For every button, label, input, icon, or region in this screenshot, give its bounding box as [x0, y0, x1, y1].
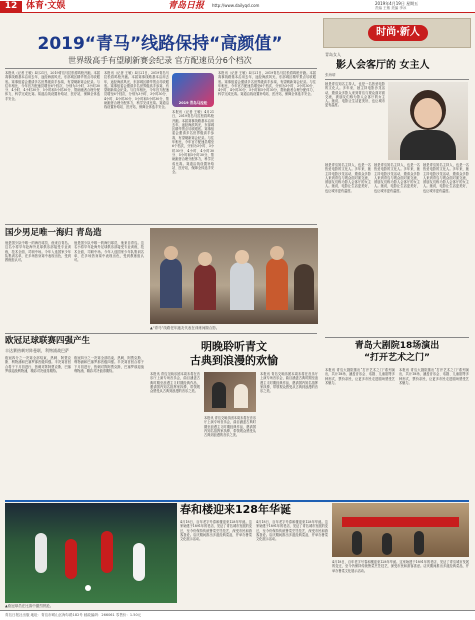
bottom-text: 4月18日，百年老字号春和楼迎来128年华诞。这家始建于1891年的老店，见证了青岛城市发展的变迁，至今仍保持传统鲁菜烹饪技艺，深受市民和游客喜爱。店庆期间推出多道经典菜品，并举办鲁菜文化展示活动。 [256, 520, 328, 542]
marathon-logo [172, 73, 214, 107]
footer-text: 青岛日报社出版 地址：青岛市崂山区海尔路182号 邮政编码：266061 零售价：1.50元 [5, 613, 142, 617]
divider [5, 68, 317, 69]
story2-headline-2: 古典到浪漫的欢愉 [190, 354, 278, 367]
main-story-text: 本报讯（记者 王敏）4月21日，2019青岛马拉松将鸣枪开跑。本届赛事线路基本沿用去年，途经海滨风光，东部城区精华景点尽收眼底。赛事组委会邀请多名世界级高手参赛，有望刷新赛会纪录。与往年相比，今年官方配速员增至6个档次，分别为3小时、3小时30分、4小时、4小时30分、5小时和5小时30分，帮助跑者合理分配体力，科学完成比赛。赛道沿线设置补给站、医疗站，保障全体选手安全。 [104, 71, 169, 110]
divider [5, 333, 317, 334]
bottom-headline: 春和楼迎来128年华诞 [180, 503, 291, 516]
group-photo [150, 228, 318, 324]
paper-url[interactable]: http://www.dailyqd.com [212, 3, 260, 8]
right-banner [323, 18, 471, 48]
story2-text: 本报讯 青岛交响乐团本周末将在音乐厅上演专场音乐会，曲目涵盖古典时期至浪漫主义时期经典作品，邀请国内知名指挥家执棒，带领观众感受从古典到浪漫的音乐之美。 [150, 372, 200, 394]
right-story-text: 她是青岛知名主持人，也是一名热爱电影的文化人。多年来，她主持电影沙龙活动，邀请众多影人来到青岛与观众面对面交流，被朋友们称为影人会客厅的女主人。她说，电影让生活更美好，也让城市更有温度。 [423, 163, 469, 193]
restaurant-photo [332, 503, 469, 557]
bottom-caption: ▲欧冠球员在比赛中激烈拼抢。 [5, 604, 54, 608]
main-story-text: 本报讯（记者 王敏）4月21日，2019青岛马拉松将鸣枪开跑。本届赛事线路基本沿用去年，途经海滨风光，东部城区精华景点尽收眼底。赛事组委会邀请多名世界级高手参赛，有望刷新赛会纪录。与往年相比，今年官方配速员增至6个档次，分别为3小时、3小时30分、4小时、4小时30分、5小时和5小时30分，帮助跑者合理分配体力，科学完成比赛。赛道沿线设置补给站、医疗站，保障全体选手安全。 [218, 71, 316, 97]
column1-headline: 国少男足唯一海归 青岛造 [5, 228, 102, 238]
main-subheadline: 世界级高手有望刷新赛会纪录 官方配速员分6个档次 [68, 56, 252, 65]
footer [0, 610, 475, 620]
section-title: 体育·文娱 [26, 1, 66, 11]
story3-text: 本报讯 青岛大剧院推出“打开艺术之门”系列演出，共计18场，涵盖音乐会、话剧、儿童剧等多种形式，票价亲民，让更多市民走进剧场感受艺术魅力。 [399, 368, 469, 385]
story3-headline: 青岛大剧院18场演出 [354, 341, 440, 351]
column1-text: 他是国少队中唯一的海归球员，他来自青岛。这名小将早年赴海外足球俱乐部接受专业训练，技术全面，司职中场。今年入选国家少年队集训名单，在多场热身赛中表现出色，受到教练组认可。 [74, 241, 144, 263]
column1-text: 他是国少队中唯一的海归球员，他来自青岛。这名小将早年赴海外足球俱乐部接受专业训练，技术全面，司职中场。今年入选国家少年队集训名单，在多场热身赛中表现出色，受到教练组认可。 [5, 241, 71, 263]
divider [325, 337, 469, 338]
bottom-rule [5, 500, 469, 502]
right-byline: 张海晴 [325, 73, 336, 77]
portrait-photo [388, 82, 468, 160]
story2-text: 本报讯 青岛交响乐团本周末将在音乐厅上演专场音乐会，曲目涵盖古典时期至浪漫主义时期经典作品，邀请国内知名指挥家执棒，带领观众感受从古典到浪漫的音乐之美。 [204, 416, 256, 438]
photo-caption: ▲“青马”线路老年跑友代表在训练间隙合影。 [150, 326, 220, 330]
main-headline: 2019“青马”线路保持“高颜值” [37, 34, 283, 54]
right-story-text: 她是青岛知名主持人，也是一名热爱电影的文化人。多年来，她主持电影沙龙活动，邀请众多影人来到青岛与观众面对面交流，被朋友们称为影人会客厅的女主人。她说，电影让生活更美好，也让城市更有温度。 [374, 163, 420, 193]
concert-photo [204, 372, 256, 412]
story2-headline: 明晚聆听青文 [201, 340, 267, 353]
page-number: 12 [0, 1, 22, 12]
banner-title: 时尚·新人 [368, 25, 428, 41]
column2-headline: 欧冠足球联赛四强产生 [5, 336, 91, 346]
right-story-text: 她是青岛知名主持人，也是一名热爱电影的文化人。多年来，她主持电影沙龙活动，邀请众多影人来到青岛与观众面对面交流，被朋友们称为影人会客厅的女主人。她说，电影让生活更美好，也让城市更有温度。 [325, 163, 371, 193]
story3-headline-2: “打开艺术之门” [364, 353, 430, 363]
issue-date: 2019年4月19日 星期五 [375, 1, 419, 6]
right-headline: 影人会客厅的 女主人 [336, 60, 430, 71]
divider [5, 224, 317, 225]
marathon-logo-text: 2019 青岛马拉松 [178, 101, 208, 105]
paper-logo: 青岛日报 [168, 1, 205, 11]
editor-line: 责编 王敏 美编 李冰 [375, 6, 407, 10]
divider [325, 79, 469, 80]
column2-subheadline: 丰达赛热刺对阵曼联，利物浦战巴萨 [5, 348, 69, 353]
masthead [0, 0, 475, 13]
main-story-text: 本报讯（记者 王敏）4月21日，2019青岛马拉松将鸣枪开跑。本届赛事线路基本沿用去年，途经海滨风光，东部城区精华景点尽收眼底。赛事组委会邀请多名世界级高手参赛，有望刷新赛会纪录。与往年相比，今年官方配速员增至6个档次，分别为3小时、3小时30分、4小时、4小时30分、5小时和5小时30分，帮助跑者合理分配体力，科学完成比赛。赛道沿线设置补给站、医疗站，保障全体选手安全。 [172, 110, 214, 175]
column2-text: 欧冠四分之一决赛全部结束，热刺、阿贾克斯、利物浦和巴塞罗那晋级四强。半决赛首回合将于下月初进行，热刺对阵阿贾克斯，巴塞罗那迎战利物浦，精彩对决值得期待。 [5, 356, 71, 373]
main-story-text: 本报讯（记者 王敏）4月21日，2019青岛马拉松将鸣枪开跑。本届赛事线路基本沿用去年，途经海滨风光，东部城区精华景点尽收眼底。赛事组委会邀请多名世界级高手参赛，有望刷新赛会纪录。与往年相比，今年官方配速员增至6个档次，分别为3小时、3小时30分、4小时、4小时30分、5小时和5小时30分，帮助跑者合理分配体力，科学完成比赛。赛道沿线设置补给站、医疗站，保障全体选手安全。 [5, 71, 100, 101]
bottom-text: 4月18日，百年老字号春和楼迎来128年华诞。这家始建于1891年的老店，见证了青岛城市发展的变迁，至今仍保持传统鲁菜烹饪技艺，深受市民和游客喜爱。店庆期间推出多道经典菜品，并举办鲁菜文化展示活动。 [332, 560, 469, 573]
story2-text: 本报讯 青岛交响乐团本周末将在音乐厅上演专场音乐会，曲目涵盖古典时期至浪漫主义时期经典作品，邀请国内知名指挥家执棒，带领观众感受从古典到浪漫的音乐之美。 [260, 372, 318, 394]
right-sub: 青岛女人 [325, 52, 341, 57]
football-photo [5, 503, 177, 603]
right-story-text: 她是青岛知名主持人，也是一名热爱电影的文化人。多年来，她主持电影沙龙活动，邀请众多影人来到青岛与观众面对面交流，被朋友们称为影人会客厅的女主人。她说，电影让生活更美好，也让城市更有温度。 [325, 82, 385, 108]
story3-text: 本报讯 青岛大剧院推出“打开艺术之门”系列演出，共计18场，涵盖音乐会、话剧、儿童剧等多种形式，票价亲民，让更多市民走进剧场感受艺术魅力。 [325, 368, 395, 385]
bottom-text: 4月18日，百年老字号春和楼迎来128年华诞。这家始建于1891年的老店，见证了青岛城市发展的变迁，至今仍保持传统鲁菜烹饪技艺，深受市民和游客喜爱。店庆期间推出多道经典菜品，并举办鲁菜文化展示活动。 [180, 520, 252, 542]
column2-text: 欧冠四分之一决赛全部结束，热刺、阿贾克斯、利物浦和巴塞罗那晋级四强。半决赛首回合将于下月初进行，热刺对阵阿贾克斯，巴塞罗那迎战利物浦，精彩对决值得期待。 [74, 356, 144, 373]
